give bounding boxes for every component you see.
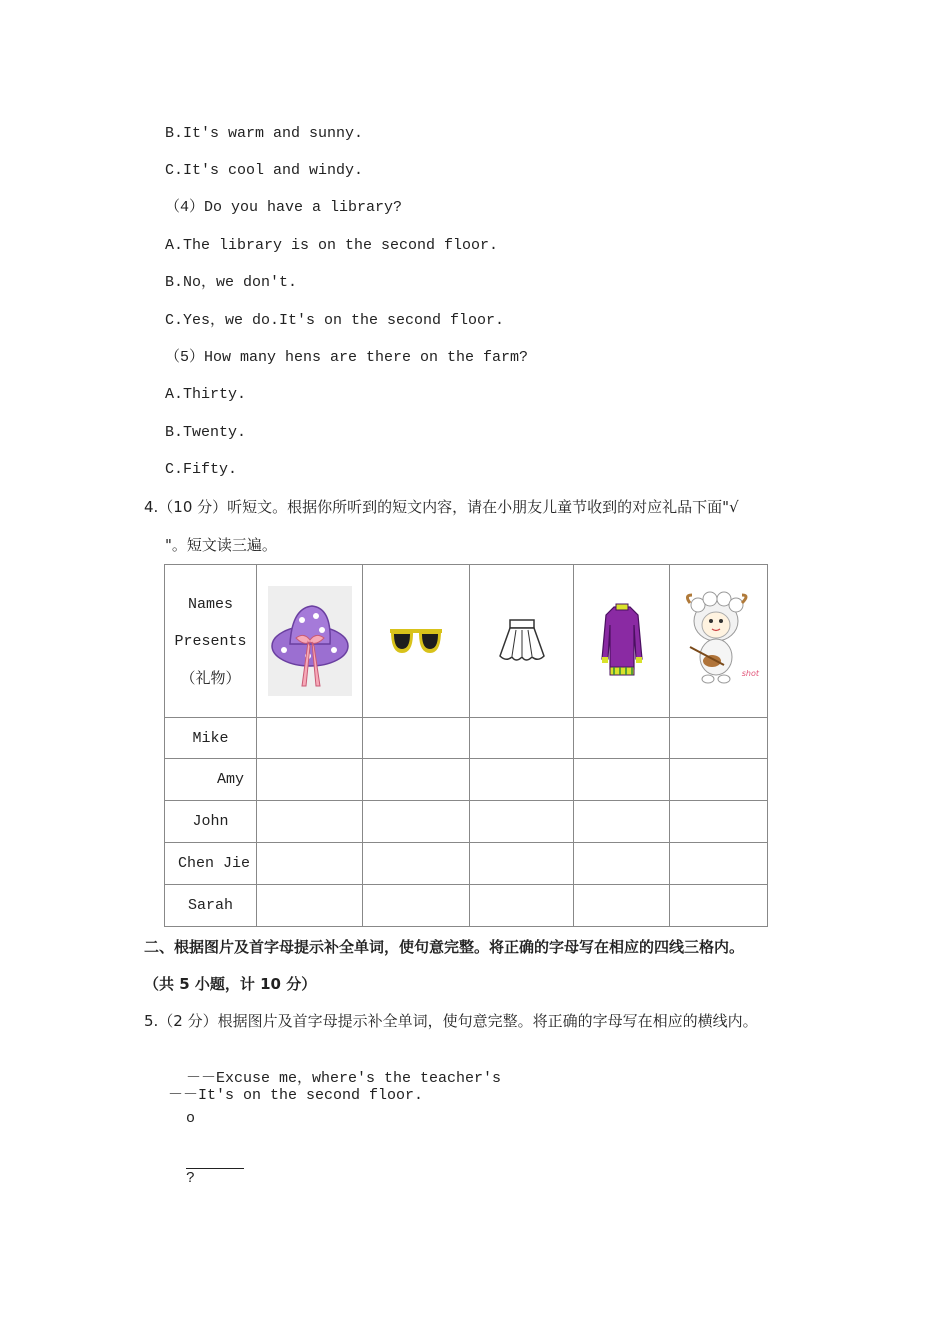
table-row: [165, 801, 768, 843]
answer-cell[interactable]: [363, 885, 470, 927]
q5-hint-letter: o: [186, 1110, 196, 1127]
answer-cell[interactable]: [257, 885, 363, 927]
answer-cell[interactable]: [363, 843, 470, 885]
row-name-amy: Amy: [165, 759, 257, 801]
q3-option-b: B.It's warm and sunny.: [165, 125, 364, 142]
answer-cell[interactable]: [257, 801, 363, 843]
q5-instruction: 5.（2 分）根据图片及首字母提示补全单词，使句意完整。将正确的字母写在相应的横线内。: [144, 1012, 758, 1030]
table-row: [165, 885, 768, 927]
gift-sunglasses-cell: [363, 565, 470, 718]
answer-cell[interactable]: [470, 718, 574, 759]
header-names: Names: [187, 595, 233, 613]
answer-cell[interactable]: [363, 759, 470, 801]
answer-cell[interactable]: [257, 759, 363, 801]
q5-line2: －－It's on the second floor.: [168, 1087, 424, 1104]
sunglasses-icon: [388, 621, 444, 661]
gift-hat-cell: [257, 565, 363, 718]
q3-5-question: （5）How many hens are there on the farm?: [165, 349, 529, 366]
answer-cell[interactable]: [470, 843, 574, 885]
hat-icon: [268, 586, 352, 696]
q5-line1-suffix: ?: [186, 1170, 196, 1187]
answer-cell[interactable]: [670, 885, 768, 927]
answer-cell[interactable]: [363, 801, 470, 843]
answer-cell[interactable]: [574, 843, 670, 885]
gift-skirt-cell: [470, 565, 574, 718]
q3-4-option-c: C.Yes，we do.It's on the second floor.: [165, 312, 505, 329]
gift-table-header-row: [165, 565, 768, 718]
q5-answer-blank[interactable]: [186, 1152, 244, 1169]
gift-table: [164, 564, 768, 927]
section2-heading: 二、根据图片及首字母提示补全单词，使句意完整。将正确的字母写在相应的四线三格内。: [144, 938, 745, 956]
row-name-john: John: [165, 801, 257, 843]
answer-cell[interactable]: [574, 885, 670, 927]
table-row: [165, 759, 768, 801]
header-label-cell: [165, 565, 257, 718]
row-name-chen-jie: Chen Jie: [165, 843, 257, 885]
answer-cell[interactable]: [574, 759, 670, 801]
header-gift-cn: （礼物）: [180, 668, 241, 687]
answer-cell[interactable]: [670, 759, 768, 801]
header-presents: Presents: [174, 632, 247, 650]
row-name-sarah: Sarah: [165, 885, 257, 927]
q3-4-option-b: B.No，we don't.: [165, 274, 298, 291]
q3-4-option-a: A.The library is on the second floor.: [165, 237, 499, 254]
q3-option-c: C.It's cool and windy.: [165, 162, 364, 179]
answer-cell[interactable]: [574, 801, 670, 843]
answer-cell[interactable]: [257, 843, 363, 885]
answer-cell[interactable]: [470, 885, 574, 927]
gift-sheep-toy-cell: [670, 565, 768, 718]
row-name-mike: Mike: [165, 718, 257, 759]
q5-line1-prefix: －－Excuse me，where's the teacher's: [186, 1070, 502, 1087]
sweater-icon: [600, 601, 644, 681]
answer-cell[interactable]: [670, 801, 768, 843]
gift-sweater-cell: [574, 565, 670, 718]
q4-instruction-line2: "。短文读三遍。: [165, 536, 277, 554]
answer-cell[interactable]: [574, 718, 670, 759]
q3-4-question: （4）Do you have a library?: [165, 199, 403, 216]
q3-5-option-c: C.Fifty.: [165, 461, 238, 478]
sheep-caption: shot: [741, 669, 759, 678]
answer-cell[interactable]: [670, 718, 768, 759]
q3-5-option-b: B.Twenty.: [165, 424, 247, 441]
answer-cell[interactable]: [670, 843, 768, 885]
skirt-icon: [496, 616, 548, 666]
q5-line1: [168, 1049, 501, 1189]
table-row: [165, 718, 768, 759]
table-row: [165, 843, 768, 885]
answer-cell[interactable]: [363, 718, 470, 759]
q4-instruction-line1: 4.（10 分）听短文。根据你所听到的短文内容，请在小朋友儿童节收到的对应礼品下面"√: [144, 498, 739, 516]
answer-cell[interactable]: [470, 759, 574, 801]
q3-5-option-a: A.Thirty.: [165, 386, 247, 403]
section2-subheading: （共 5 小题，计 10 分）: [144, 975, 317, 993]
answer-cell[interactable]: [257, 718, 363, 759]
answer-cell[interactable]: [470, 801, 574, 843]
